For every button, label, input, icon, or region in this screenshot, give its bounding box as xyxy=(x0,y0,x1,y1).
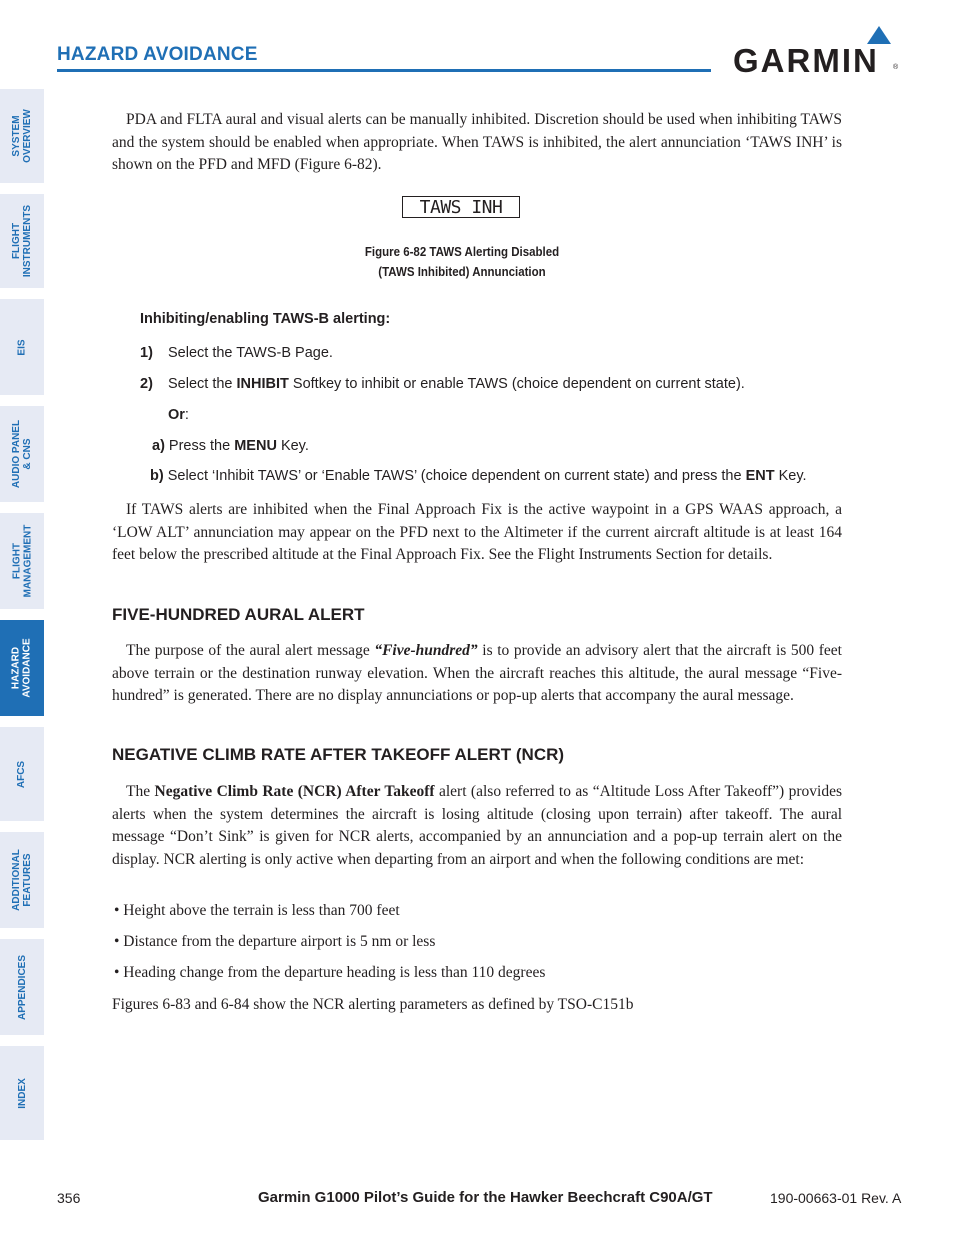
doc-number: 190-00663-01 Rev. A xyxy=(770,1190,902,1206)
ent-key-label: ENT xyxy=(745,468,775,484)
tab-appendices[interactable] xyxy=(0,939,44,1035)
text: Or xyxy=(168,407,185,423)
text: is to provide an advisory alert that the aircraft is 500 feet above terrain or the destination runway elevation. When the aircraft reaches this altitude, the aural message “Five-hundred” is generated. There are no display annunciations or pop-up alerts that accompany the aural message. xyxy=(112,642,842,704)
text: Softkey to inhibit or enable TAWS (choice dependent on current state). xyxy=(288,376,745,392)
tab-afcs[interactable] xyxy=(0,727,44,821)
logo-registered: ® xyxy=(893,64,899,71)
text: Press the xyxy=(164,438,235,454)
low-alt-paragraph: If TAWS alerts are inhibited when the Final Approach Fix is the active waypoint in a GPS WAAS approach, a ‘LOW ALT’ annunciation may appear on the PFD next to the Altimeter if the current aircraft altitude is at least 164 feet below the prescribed altitude at the Final Approach Fix. See the Flight Instruments Section for details. xyxy=(112,501,842,563)
list-item: • Heading change from the departure heading is less than 110 degrees xyxy=(114,964,546,981)
substep-b xyxy=(150,468,807,484)
tab-eis[interactable] xyxy=(0,299,44,395)
logo-wordmark: GARMIN xyxy=(733,42,879,79)
tab-label: EIS xyxy=(16,338,28,356)
tab-label: AFCS xyxy=(16,760,28,788)
caption-line-2: (TAWS Inhibited) Annunciation xyxy=(378,265,546,279)
step-2-text xyxy=(168,376,745,392)
substep-a xyxy=(152,438,309,454)
procedure-title: Inhibiting/enabling TAWS-B alerting: xyxy=(140,311,391,327)
five-hundred-heading: FIVE-HUNDRED AURAL ALERT xyxy=(112,605,365,624)
tab-label: AUDIO PANEL & CNS xyxy=(11,419,33,489)
ncr-bold-term: Negative Climb Rate (NCR) After Takeoff xyxy=(154,783,435,800)
or-label xyxy=(168,407,189,423)
tab-label: INDEX xyxy=(16,1077,28,1109)
tab-flight-management[interactable] xyxy=(0,513,44,609)
tab-label: FLIGHT INSTRUMENTS xyxy=(11,204,34,278)
list-item: • Height above the terrain is less than 700 feet xyxy=(114,902,400,919)
tab-label: SYSTEM OVERVIEW xyxy=(11,109,33,163)
text: : xyxy=(184,407,189,423)
footer-title: Garmin G1000 Pilot’s Guide for the Hawker Beechcraft C90A/GT xyxy=(258,1189,713,1206)
taws-inh-annunciation: TAWS INH xyxy=(402,196,520,218)
text: Select ‘Inhibit TAWS’ or ‘Enable TAWS’ (choice dependent on current state) and press the xyxy=(163,468,746,484)
ncr-paragraph xyxy=(112,781,842,871)
tab-hazard-avoidance[interactable] xyxy=(0,620,44,716)
text: The purpose of the aural alert message xyxy=(126,642,375,659)
step-1 xyxy=(140,345,153,361)
text: Select the xyxy=(168,376,237,392)
substep-label: b) xyxy=(150,468,164,484)
header-rule xyxy=(57,69,711,72)
garmin-logo xyxy=(733,26,903,78)
tab-additional-features[interactable] xyxy=(0,832,44,928)
step-number: 1) xyxy=(140,345,153,361)
tab-flight-instruments[interactable] xyxy=(0,194,44,288)
text: alert (also referred to as “Altitude Loss After Takeoff”) provides alerts when the system determines the aircraft is losing altitude (closing upon terrain) after takeoff. The aural message “Don’t Sink” is given for NCR alerts, accompanied by an annunciation and a pop-up terrain alert on the display. NCR alerting is only active when departing from an airport and when the following conditions are met: xyxy=(112,783,842,868)
figure-caption xyxy=(324,242,600,282)
list-item: • Distance from the departure airport is 5 nm or less xyxy=(114,933,436,950)
tab-audio-panel-cns[interactable] xyxy=(0,406,44,502)
tab-label: HAZARD AVOIDANCE xyxy=(11,638,34,698)
text: Key. xyxy=(774,468,807,484)
tab-index[interactable] xyxy=(0,1046,44,1140)
tab-system-overview[interactable] xyxy=(0,89,44,183)
intro-paragraph: PDA and FLTA aural and visual alerts can be manually inhibited. Discretion should be used when inhibiting TAWS and the system should be enabled when appropriate. When TAWS is inhibited, the alert annunciation ‘TAWS INH’ is shown on the PFD and MFD (Figure 6-82). xyxy=(112,111,842,173)
inhibit-softkey-label: INHIBIT xyxy=(236,376,289,392)
tab-label: FLIGHT MANAGEMENT xyxy=(11,524,33,598)
substep-label: a) xyxy=(152,438,165,454)
tab-label: APPENDICES xyxy=(16,954,28,1020)
menu-key-label: MENU xyxy=(234,438,277,454)
five-hundred-emphasis: “Five-hundred” xyxy=(374,642,478,659)
ncr-closing: Figures 6-83 and 6-84 show the NCR alerting parameters as defined by TSO-C151b xyxy=(112,996,634,1013)
text: The xyxy=(126,783,155,800)
section-title: HAZARD AVOIDANCE xyxy=(57,44,258,65)
tab-label: ADDITIONAL FEATURES xyxy=(11,849,34,911)
ncr-heading: NEGATIVE CLIMB RATE AFTER TAKEOFF ALERT (NCR) xyxy=(112,745,565,764)
step-1-text: Select the TAWS-B Page. xyxy=(168,345,333,361)
page-number: 356 xyxy=(57,1190,81,1206)
caption-line-1: Figure 6-82 TAWS Alerting Disabled xyxy=(364,245,560,259)
text: Key. xyxy=(276,438,309,454)
five-hundred-paragraph xyxy=(112,640,842,708)
step-2 xyxy=(140,376,153,392)
step-number: 2) xyxy=(140,376,153,392)
